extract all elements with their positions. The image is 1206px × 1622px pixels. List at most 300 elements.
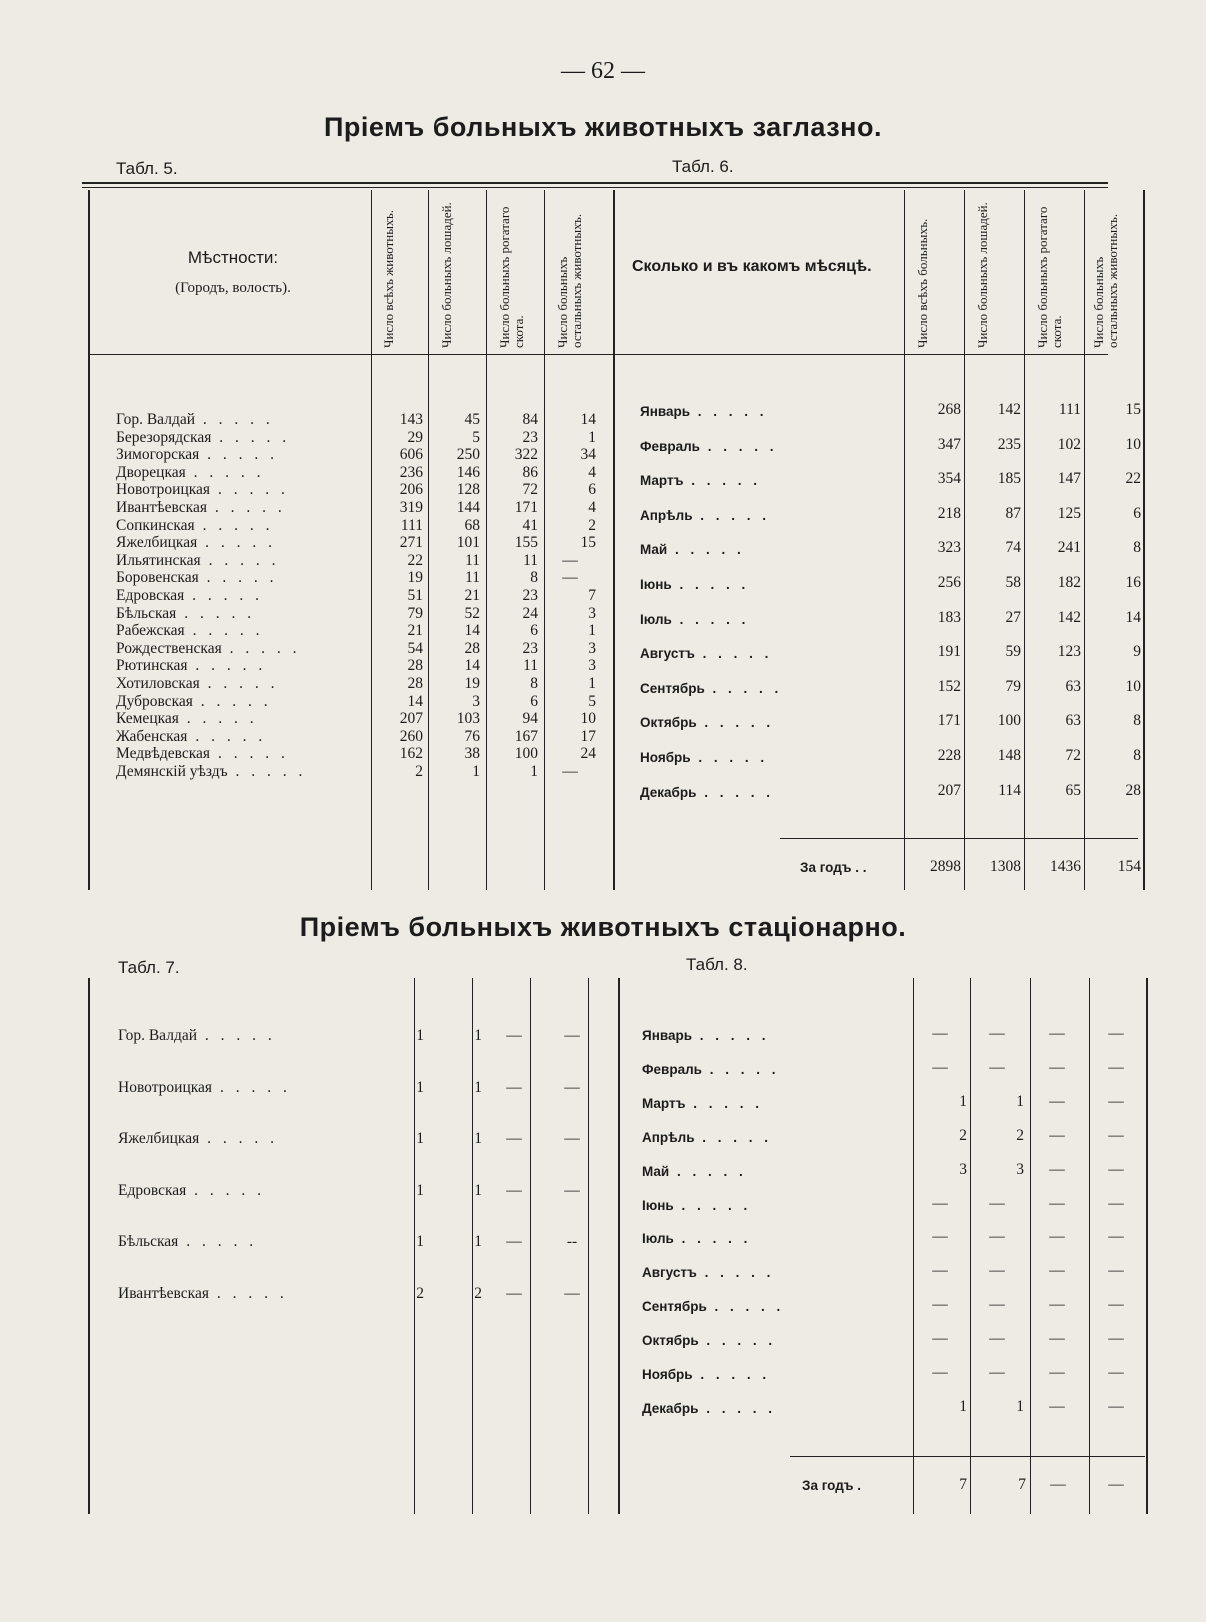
table-5-row-value: — [562, 551, 578, 569]
leader-dots: . . . . . [673, 1231, 752, 1247]
table-5-row-value: 79 [407, 604, 423, 622]
table-5-row-value: 24 [522, 604, 538, 622]
section-title-inpatient: Пріемъ больныхъ животныхъ стаціонарно. [299, 912, 907, 942]
table-8-row-value: — [932, 1330, 948, 1348]
table-8-row-value: — [1049, 1160, 1065, 1178]
table-6-row-value: 8 [1133, 712, 1141, 730]
table-8-row-value: 1 [959, 1397, 967, 1415]
table-8-row-value: — [1049, 1296, 1065, 1314]
table-8-row-label: Августъ . . . . . [642, 1265, 775, 1281]
leader-dots: . . . . . [699, 438, 778, 454]
table-5-row-value: 41 [522, 516, 538, 534]
table-7-row-value: — [506, 1078, 522, 1096]
table-7-row-value: — [506, 1181, 522, 1199]
header-rule [90, 354, 1108, 355]
table-7-row-label: Ивантѣевская . . . . . [118, 1284, 288, 1302]
table-5-row-value: 17 [580, 727, 596, 745]
table-7-row-value: — [506, 1284, 522, 1302]
table-8-row-value: — [989, 1262, 1005, 1280]
leader-dots: . . . . . [698, 1333, 777, 1349]
table-5-row-value: 101 [456, 534, 480, 552]
leader-dots: . . . . . [184, 622, 264, 640]
table-5-row-label: Боровенская . . . . . [116, 569, 278, 587]
table-5-row-value: 167 [514, 727, 538, 745]
table-5-row-label: Гор. Валдай . . . . . [116, 411, 274, 428]
table-5-row-value: 162 [399, 745, 423, 763]
table-8-row-label: Январь . . . . . [642, 1028, 770, 1043]
col-header-all-animals: Число всѣхъ животныхъ. [381, 210, 396, 348]
table-6-row-value: 152 [937, 677, 961, 695]
table-5-row-value: 22 [407, 551, 423, 569]
table-6-row-label: Августъ . . . . . [640, 646, 773, 662]
table-6-row-value: 6 [1133, 504, 1141, 522]
table-6-row-value: 191 [937, 643, 961, 661]
table-6-row-value: 72 [1065, 747, 1081, 764]
leader-dots: . . . . . [692, 507, 771, 523]
table-5-row-value: 319 [399, 499, 423, 516]
table-5-row-value: 3 [588, 639, 596, 657]
leader-dots: . . . . . [194, 516, 274, 534]
table-6-label: Табл. 6. [672, 157, 734, 176]
table-6-row-label: Май . . . . . [640, 542, 745, 558]
leader-dots: . . . . . [704, 680, 783, 696]
page-number: — 62 — [561, 58, 645, 84]
leader-dots: . . . . . [696, 784, 774, 800]
table-8-row-value: 3 [1016, 1160, 1024, 1178]
table-6-row-value: 74 [1005, 539, 1021, 557]
leader-dots: . . . . . [692, 1367, 771, 1382]
table-8-row-value: — [1049, 1092, 1065, 1110]
table-8-row-value: — [1108, 1025, 1124, 1042]
table-5-row-value: 1 [588, 428, 596, 446]
table-7-row-value: — [506, 1027, 522, 1044]
table-5-row-value: 84 [522, 411, 538, 428]
divider [88, 190, 90, 890]
total-all: 7 [959, 1476, 967, 1493]
leader-dots: . . . . . [198, 569, 278, 587]
table-6-row-value: 22 [1125, 470, 1141, 488]
table-6-row-label: Апрѣль . . . . . [640, 507, 771, 523]
table-5-row-value: 23 [522, 587, 538, 604]
table-7-row-value: — [564, 1181, 580, 1199]
table-6-row-label: Январь . . . . . [640, 404, 768, 419]
table-8-row-label: Май . . . . . [642, 1163, 747, 1179]
table-6-row-value: 256 [937, 574, 961, 591]
leader-dots: . . . . . [176, 604, 256, 622]
table-6-row-value: 58 [1005, 574, 1021, 591]
leader-dots: . . . . . [178, 1233, 258, 1250]
table-5-row-value: 1 [588, 622, 596, 640]
total-cattle: — [1050, 1476, 1066, 1493]
table-5-row-value: 7 [588, 587, 596, 604]
table-6-row-value: 63 [1065, 677, 1081, 695]
table-8-row-label: Ноябрь . . . . . [642, 1367, 771, 1382]
total-rule [790, 1456, 1145, 1457]
table-5-row-label: Рютинская . . . . . [116, 657, 267, 675]
leader-dots: . . . . . [187, 657, 267, 675]
table-7-row-value: — [564, 1284, 580, 1302]
table-5-row-label: Сопкинская . . . . . [116, 516, 274, 534]
table-6-row-value: 347 [937, 435, 961, 453]
table-6-row-value: 79 [1005, 677, 1021, 695]
table-5-row-value: 76 [464, 727, 480, 745]
leader-dots: . . . . . [195, 411, 274, 428]
table-8-row-value: — [989, 1058, 1005, 1076]
leader-dots: . . . . . [227, 763, 307, 780]
divider [88, 978, 90, 1514]
col-header-other: Число больныхъ остальныхъ животныхъ. [555, 213, 584, 348]
leader-dots: . . . . . [683, 473, 761, 489]
table-8-row-value: — [1049, 1330, 1065, 1348]
table-5-row-label: Демянскій уѣздъ . . . . . [116, 763, 307, 780]
table-6-row-value: 142 [1057, 608, 1081, 626]
total-horses: 7 [1018, 1476, 1026, 1493]
table-5-row-value: 606 [399, 446, 423, 464]
total-rule [780, 838, 1138, 839]
table-5-row-value: 24 [580, 745, 596, 763]
locality-header: Мѣстности: [187, 248, 279, 267]
table-6-row-value: 183 [937, 608, 961, 626]
table-8-row-value: 2 [1016, 1126, 1024, 1144]
table-5-label: Табл. 5. [116, 159, 178, 178]
table-8-row-value: 1 [959, 1092, 967, 1110]
table-5-row-value: 38 [464, 745, 480, 763]
table-7-row-value: 1 [416, 1078, 424, 1096]
table-5-row-value: 155 [514, 534, 538, 552]
leader-dots: . . . . . [685, 1095, 763, 1111]
table-6-row-value: 111 [1058, 401, 1081, 418]
col-header-cattle: Число больныхъ рогатаго скота. [497, 206, 526, 348]
leader-dots: . . . . . [669, 1163, 747, 1179]
table-6-row-value: 148 [997, 747, 1021, 764]
table-5-row-value: 11 [465, 569, 480, 587]
table-8-row-value: — [989, 1025, 1005, 1042]
table-7-row-value: — [564, 1027, 580, 1044]
leader-dots: . . . . . [178, 710, 258, 728]
table-5-row-value: 11 [523, 657, 538, 675]
table-5-row-value: 51 [407, 587, 423, 604]
divider [1146, 978, 1148, 1514]
table-5-row-value: 8 [530, 675, 538, 692]
col-header-cattle: Число больныхъ рогатаго скота. [1035, 206, 1064, 348]
table-5-row-value: 28 [464, 639, 480, 657]
table-5-row-value: 3 [588, 657, 596, 675]
table-5-row-label: Зимогорская . . . . . [116, 446, 279, 464]
table-8-row-value: — [1049, 1058, 1065, 1076]
col-header-other: Число больныхъ остальныхъ животныхъ. [1091, 213, 1120, 348]
table-5-row-value: 29 [407, 428, 423, 446]
table-6-row-value: 63 [1065, 712, 1081, 730]
table-5-row-value: 72 [522, 481, 538, 499]
table-6-row-label: Іюль . . . . . [640, 611, 750, 627]
table-5-row-value: 4 [588, 463, 596, 481]
table-5-row-value: 3 [588, 604, 596, 622]
leader-dots: . . . . . [696, 715, 775, 731]
table-7-row-value: 1 [474, 1027, 482, 1044]
table-6-row-value: 185 [997, 470, 1021, 488]
leader-dots: . . . . . [698, 1400, 776, 1416]
table-5-row-value: 19 [407, 569, 423, 587]
leader-dots: . . . . . [197, 1027, 276, 1044]
divider [618, 978, 620, 1514]
table-6-row-value: 14 [1125, 608, 1141, 626]
table-8-label: Табл. 8. [686, 955, 748, 974]
table-5-row-label: Новотроицкая . . . . . [116, 481, 289, 499]
leader-dots: . . . . . [221, 639, 301, 657]
table-6-row-value: 10 [1125, 435, 1141, 453]
leader-dots: . . . . . [696, 1265, 775, 1281]
table-7-row-value: 1 [416, 1027, 424, 1044]
table-7-row-value: — [564, 1078, 580, 1096]
table-5-row-value: 23 [522, 639, 538, 657]
table-5-row-label: Кемецкая . . . . . [116, 710, 258, 728]
table-8-row-value: 2 [959, 1126, 967, 1144]
table-8-row-value: — [989, 1296, 1005, 1314]
table-5-row-value: 322 [514, 446, 538, 464]
table-5-row-value: 260 [399, 727, 423, 745]
table-8-row-value: — [1108, 1092, 1124, 1110]
table-6-row-value: 182 [1057, 574, 1081, 591]
table-6-row-label: Декабрь . . . . . [640, 784, 774, 800]
table-8-row-label: Октябрь . . . . . [642, 1333, 777, 1349]
table-5-row-value: 15 [580, 534, 596, 552]
table-8-row-value: — [932, 1228, 948, 1246]
leader-dots: . . . . . [211, 428, 291, 446]
table-5-row-value: 143 [399, 411, 423, 428]
table-8-row-label: Декабрь . . . . . [642, 1400, 776, 1416]
table-5-row-value: 250 [456, 446, 480, 464]
leader-dots: . . . . . [199, 1130, 278, 1147]
table-5-row-value: 23 [522, 428, 538, 446]
table-6-row-value: 8 [1133, 539, 1141, 557]
table-5-row-value: 34 [580, 446, 596, 464]
leader-dots: . . . . . [671, 611, 750, 627]
table-8-row-value: 1 [1016, 1397, 1024, 1415]
table-6-row-label: Сентябрь . . . . . [640, 680, 783, 696]
table-8-row-value: — [932, 1194, 948, 1212]
col-header-horses: Число больныхъ лошадей. [439, 202, 454, 348]
table-5-row-label: Едровская . . . . . [116, 587, 264, 604]
col-header-all-sick: Число всѣхъ больныхъ. [915, 218, 930, 348]
leader-dots: . . . . . [694, 1129, 773, 1145]
leader-dots: . . . . . [690, 750, 769, 765]
table-6-row-value: 228 [937, 747, 961, 764]
table-7-row-label: Едровская . . . . . [118, 1181, 266, 1199]
leader-dots: . . . . . [706, 1299, 785, 1315]
table-6-row-value: 10 [1125, 677, 1141, 695]
table-5-row-value: 206 [399, 481, 423, 499]
col-header-horses: Число больныхъ лошадей. [975, 202, 990, 348]
table-8-row-value: — [1108, 1058, 1124, 1076]
table-5-row-label: Жабенская . . . . . [116, 727, 267, 745]
table-8-row-value: — [989, 1364, 1005, 1381]
table-8-row-label: Февраль . . . . . [642, 1061, 780, 1077]
table-6-row-value: 28 [1125, 781, 1141, 799]
leader-dots: . . . . . [186, 1181, 266, 1199]
table-6-row-value: 268 [937, 401, 961, 418]
table-8-row-label: Сентябрь . . . . . [642, 1299, 785, 1315]
table-7-row-value: 1 [474, 1181, 482, 1199]
leader-dots: . . . . . [671, 577, 750, 592]
table-5-row-value: — [562, 569, 578, 587]
table-6-row-value: 171 [937, 712, 961, 730]
table-5-row-value: 54 [407, 639, 423, 657]
table-7-row-value: — [564, 1130, 580, 1147]
table-5-row-value: 5 [472, 428, 480, 446]
table-7-row-label: Бѣльская . . . . . [118, 1233, 258, 1250]
table-5-row-value: 1 [472, 763, 480, 780]
table-8-row-value: — [1108, 1296, 1124, 1314]
table-6-row-label: Ноябрь . . . . . [640, 750, 769, 765]
table-7-row-value: — [506, 1130, 522, 1147]
total-other: 154 [1117, 858, 1141, 875]
table-5-row-label: Дворецкая . . . . . [116, 463, 265, 481]
table-5-row-value: 6 [530, 622, 538, 640]
leader-dots: . . . . . [199, 446, 279, 464]
table-8-row-value: — [932, 1296, 948, 1314]
table-6-row-label: Іюнь . . . . . [640, 577, 750, 592]
table-7-row-value: 1 [474, 1130, 482, 1147]
table-5-row-value: 144 [456, 499, 480, 516]
table-6-row-value: 123 [1057, 643, 1081, 661]
table-6-row-value: 142 [997, 401, 1021, 418]
table-5-row-value: 171 [514, 499, 538, 516]
table-6-row-label: Мартъ . . . . . [640, 473, 761, 489]
table-5-row-value: 271 [399, 534, 423, 552]
leader-dots: . . . . . [692, 1028, 770, 1043]
table-8-row-value: — [1108, 1228, 1124, 1246]
total-horses: 1308 [990, 858, 1021, 875]
table-8-row-value: — [1108, 1364, 1124, 1381]
table-8-row-value: — [1108, 1194, 1124, 1212]
table-8-row-value: — [1049, 1025, 1065, 1042]
table-5-row-label: Хотиловская . . . . . [116, 675, 279, 692]
leader-dots: . . . . . [210, 481, 289, 499]
table-5-row-value: 86 [522, 463, 538, 481]
table-5-row-value: 1 [588, 675, 596, 692]
table-8-row-value: — [1049, 1228, 1065, 1246]
table-6-row-value: 100 [997, 712, 1021, 730]
table-6-row-value: 125 [1057, 504, 1081, 522]
table-6-row-value: 16 [1125, 574, 1141, 591]
leader-dots: . . . . . [184, 587, 264, 604]
table-6-row-value: 207 [937, 781, 961, 799]
table-5-row-value: 146 [456, 463, 480, 481]
table-5-row-value: 236 [399, 463, 423, 481]
table-8-row-value: 3 [959, 1160, 967, 1178]
leader-dots: . . . . . [199, 675, 279, 692]
table-7-row-label: Новотроицкая . . . . . [118, 1078, 291, 1096]
table-6-row-value: 235 [997, 435, 1021, 453]
total-cattle: 1436 [1050, 858, 1081, 875]
section-title-external: Пріемъ больныхъ животныхъ заглазно. [323, 112, 882, 142]
top-rule-thin [82, 187, 1108, 188]
table-5-row-value: 207 [399, 710, 423, 728]
table-5-row-value: 100 [514, 745, 538, 763]
table-5-row-value: 14 [464, 657, 480, 675]
leader-dots: . . . . . [208, 1284, 288, 1302]
table-6-row-value: 27 [1005, 608, 1021, 626]
table-8-row-value: — [1049, 1397, 1065, 1415]
table-5-row-value: 6 [588, 481, 596, 499]
total-all: 2898 [930, 858, 961, 875]
table-8-row-label: Іюнь . . . . . [642, 1197, 752, 1213]
table-5-row-value: 111 [400, 516, 423, 534]
table-8-row-value: — [989, 1194, 1005, 1212]
leader-dots: . . . . . [206, 499, 286, 516]
table-8-row-value: — [1108, 1397, 1124, 1415]
table-5-row-value: 2 [415, 763, 423, 780]
table-6-row-value: 65 [1065, 781, 1081, 799]
table-8-row-value: — [932, 1262, 948, 1280]
table-6-row-value: 87 [1005, 504, 1021, 522]
table-7-row-label: Гор. Валдай . . . . . [118, 1027, 276, 1044]
table-6-row-value: 9 [1133, 643, 1141, 661]
table-6-total-label: За годъ . . [800, 860, 867, 875]
leader-dots: . . . . . [210, 745, 289, 763]
table-5-row-value: 94 [522, 710, 538, 728]
table-8-row-value: — [1108, 1330, 1124, 1348]
divider [1143, 190, 1145, 890]
table-5-row-label: Ивантѣевская . . . . . [116, 499, 286, 516]
top-rule [82, 182, 1108, 184]
table-8-row-value: — [1108, 1262, 1124, 1280]
table-6-row-value: 354 [937, 470, 961, 488]
table-5-row-value: 14 [464, 622, 480, 640]
leader-dots: . . . . . [197, 534, 276, 552]
table-7-label: Табл. 7. [118, 958, 180, 977]
table-5-row-value: 14 [580, 411, 596, 428]
table-8-row-value: — [1049, 1262, 1065, 1280]
total-other: — [1108, 1476, 1124, 1493]
leader-dots: . . . . . [694, 646, 773, 662]
table-8-row-value: — [932, 1058, 948, 1076]
table-5-row-value: 19 [464, 675, 480, 692]
table-5-row-label: Рождественская . . . . . [116, 639, 301, 657]
table-5-row-value: 2 [588, 516, 596, 534]
table-8-row-value: 1 [1016, 1092, 1024, 1110]
table-7-row-value: — [506, 1233, 522, 1250]
table-6-row-value: 8 [1133, 747, 1141, 764]
table-8-row-label: Іюль . . . . . [642, 1231, 752, 1247]
table-8-row-value: — [1049, 1126, 1065, 1144]
table-5-row-value: 21 [407, 622, 423, 640]
table-8-row-value: — [1108, 1126, 1124, 1144]
table-6-row-label: Октябрь . . . . . [640, 715, 775, 731]
table-6-row-value: 218 [937, 504, 961, 522]
table-7-row-value: 1 [416, 1233, 424, 1250]
table-6-row-value: 323 [937, 539, 961, 557]
table-8-total-label: За годъ . [802, 1478, 861, 1493]
table-5-row-value: 52 [464, 604, 480, 622]
table-5-row-value: — [562, 763, 578, 780]
leader-dots: . . . . . [701, 1061, 780, 1077]
table-5-row-value: 11 [465, 551, 480, 569]
table-8-row-value: — [989, 1228, 1005, 1246]
table-5-row-label: Березорядская . . . . . [116, 428, 291, 446]
table-5-row-value: 8 [530, 569, 538, 587]
table-6-row-value: 59 [1005, 643, 1021, 661]
leader-dots: . . . . . [187, 727, 267, 745]
table-5-row-value: 1 [530, 763, 538, 780]
table-5-row-label: Медвѣдевская . . . . . [116, 745, 289, 763]
table-8-row-label: Мартъ . . . . . [642, 1095, 763, 1111]
leader-dots: . . . . . [200, 551, 280, 569]
table-8-row-value: — [1049, 1364, 1065, 1381]
table-5-row-value: 4 [588, 499, 596, 516]
leader-dots: . . . . . [185, 463, 265, 481]
month-header: Сколько и въ какомъ мѣсяцѣ. [632, 258, 872, 275]
